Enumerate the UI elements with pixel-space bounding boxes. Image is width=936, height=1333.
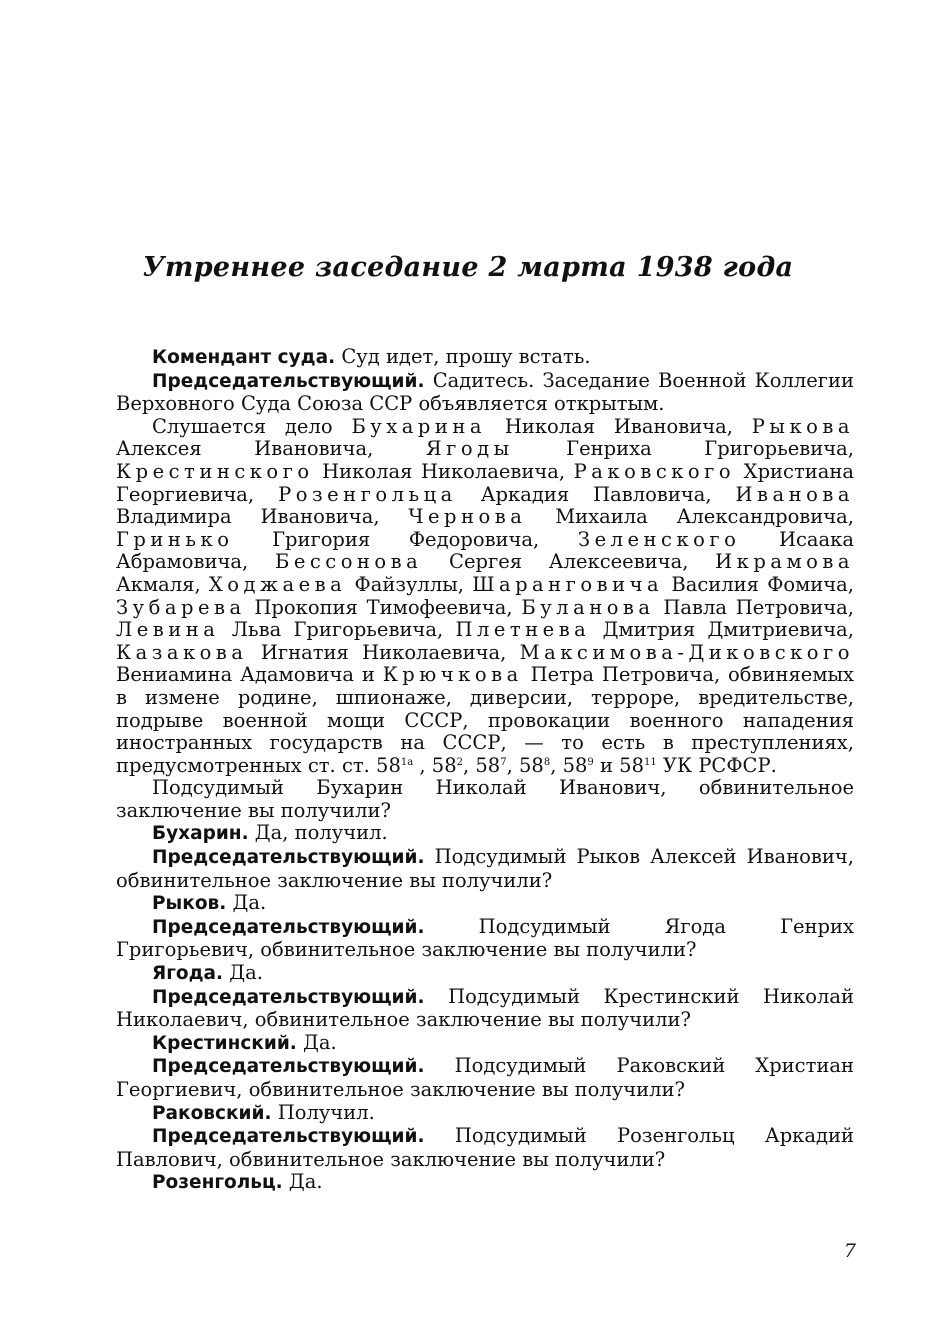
paragraph-8 <box>116 916 854 962</box>
paragraph-5 <box>116 822 854 846</box>
defendant-name: Бухарина <box>351 414 486 438</box>
text-run: Генриха Григорьевича, <box>513 437 854 461</box>
speaker-label: Раковский. <box>152 1102 272 1124</box>
text-run: Игнатия Николаевича, <box>247 640 520 664</box>
paragraph-9 <box>116 962 854 986</box>
speaker-label: Комендант суда. <box>152 347 336 368</box>
utterance: Да. <box>226 891 267 915</box>
text-run: УК РСФСР. <box>656 753 777 777</box>
speaker-label: Председательствующий. <box>152 916 425 938</box>
utterance: Да. <box>282 1170 323 1194</box>
speaker-label: Крестинский. <box>152 1032 297 1054</box>
text-run: Петра Петровича, обвиняемых в измене родине, шпионаже, диверсии, терроре, вредительстве, подрыве военной мощи СССР, провокации военного нападения иностранных государств на СССР, — то есть в преступлениях, предусмотренных ст. ст. 58 <box>116 663 855 777</box>
defendant-name: Икрамова <box>715 550 854 574</box>
paragraph-2 <box>116 370 854 416</box>
text-run: Николая Николаевича, <box>313 459 574 483</box>
paragraph-7 <box>116 892 854 916</box>
article-superscript: 7 <box>500 756 507 768</box>
text-run: и 58 <box>593 753 644 777</box>
article-superscript: 2 <box>456 756 463 768</box>
text-run: Аркадия Павловича, <box>456 482 736 506</box>
defendant-name: Крестинского <box>116 459 314 483</box>
text-run: Христиана Георгиевича, <box>116 459 854 506</box>
utterance: Подсудимый Крестинский Николай Николаевич, обвинительное заключение вы получили? <box>116 984 854 1032</box>
text-run: Прокопия Тимофеевича, <box>245 595 522 619</box>
utterance: Получил. <box>271 1100 375 1124</box>
paragraph-4 <box>116 777 854 822</box>
text-run: , 58 <box>550 753 588 777</box>
text-run: Владимира Ивановича, <box>116 505 409 529</box>
text-run: , 58 <box>506 753 544 777</box>
defendant-name: Розенгольца <box>278 482 457 506</box>
paragraph-10 <box>116 986 854 1032</box>
utterance: Да. <box>296 1030 337 1054</box>
speaker-label: Председательствующий. <box>152 370 425 392</box>
text-run: Михаила Александровича, <box>526 505 854 529</box>
text-run: Григория Федоровича, <box>233 527 578 551</box>
text-run: Вениамина Адамовича и <box>116 663 383 687</box>
paragraph-13 <box>116 1102 854 1126</box>
defendant-name: Раковского <box>573 459 736 483</box>
text-run: , 58 <box>463 753 501 777</box>
defendant-name: Чернова <box>408 505 527 529</box>
defendant-name: Иванова <box>735 482 854 506</box>
speaker-label: Бухарин. <box>152 823 249 845</box>
defendant-name: Левина <box>116 618 220 642</box>
text-run: Исаака Абрамовича, <box>116 527 854 574</box>
text-run: Дмитрия Дмитриевича, <box>590 618 854 642</box>
defendant-name: Крючкова <box>382 663 523 687</box>
defendant-name: Гринько <box>116 527 234 551</box>
utterance: Суд идет, прошу встать. <box>335 345 591 368</box>
session-title: Утреннее заседание 2 марта 1938 года <box>142 252 794 283</box>
utterance: Да, получил. <box>248 821 388 845</box>
paragraph-12 <box>116 1055 854 1101</box>
page-number: 7 <box>843 1240 856 1262</box>
article-superscript: 11 <box>644 756 657 768</box>
utterance: Подсудимый Раковский Христиан Георгиевич, обвинительное заключение вы получили? <box>116 1054 854 1101</box>
text-run: , 58 <box>413 753 457 777</box>
paragraph-1 <box>116 346 854 370</box>
defendant-name: Шаранговича <box>472 572 664 596</box>
utterance: Да. <box>223 961 263 985</box>
speaker-label: Председательствующий. <box>152 1056 425 1078</box>
speaker-label: Розенгольц. <box>152 1172 283 1194</box>
defendant-name: Зубарева <box>116 595 246 619</box>
defendant-name: Бессонова <box>274 550 423 574</box>
utterance: Подсудимый Розенгольц Аркадий Павлович, обвинительное заключение вы получили? <box>116 1124 854 1171</box>
utterance: Подсудимый Ягода Генрих Григорьевич, обвинительное заключение вы получили? <box>116 914 854 962</box>
defendant-name: Буланова <box>521 595 655 619</box>
article-superscript: 1а <box>400 756 414 768</box>
article-superscript: 8 <box>543 756 551 768</box>
text-run: Льва Григорьевича, <box>219 618 456 642</box>
defendant-name: Максимова-Диковского <box>519 640 854 664</box>
text-run: Василия Фомича, <box>663 572 855 596</box>
article-superscript: 9 <box>587 756 594 768</box>
text-run: Сергея Алексеевича, <box>422 550 716 574</box>
text-run: Файзуллы, <box>346 572 473 596</box>
defendant-name: Зеленского <box>577 527 741 551</box>
paragraph-11 <box>116 1032 854 1056</box>
defendant-name: Ходжаева <box>208 572 347 596</box>
utterance: Садитесь. Заседание Военной Коллегии Верховного Суда Союза ССР объявляется открытым. <box>116 368 854 416</box>
utterance: Подсудимый Рыков Алексей Иванович, обвинительное заключение вы получили? <box>116 845 854 892</box>
defendant-name: Ягоды <box>425 437 514 461</box>
text-run: Павла Петровича, <box>654 595 854 619</box>
paragraph-14 <box>116 1125 854 1171</box>
utterance: Подсудимый Бухарин Николай Иванович, обвинительное заключение вы получили? <box>116 776 854 822</box>
defendant-name: Плетнева <box>455 618 591 642</box>
paragraph-6 <box>116 846 854 892</box>
speaker-label: Ягода. <box>152 963 224 985</box>
speaker-label: Рыков. <box>152 893 227 915</box>
speaker-label: Председательствующий. <box>152 986 425 1008</box>
defendant-name: Казакова <box>116 640 248 664</box>
defendant-name: Рыкова <box>751 414 854 438</box>
speaker-label: Председательствующий. <box>152 1126 425 1148</box>
paragraph-15 <box>116 1171 854 1195</box>
text-run: Слушается дело <box>152 414 352 438</box>
text-run: Алексея Ивановича, <box>116 437 426 461</box>
text-run: Акмаля, <box>116 572 209 596</box>
transcript-body <box>116 346 854 1195</box>
speaker-label: Председательствующий. <box>152 847 425 869</box>
case-announcement <box>116 416 854 778</box>
text-run: Николая Ивановича, <box>485 414 752 438</box>
